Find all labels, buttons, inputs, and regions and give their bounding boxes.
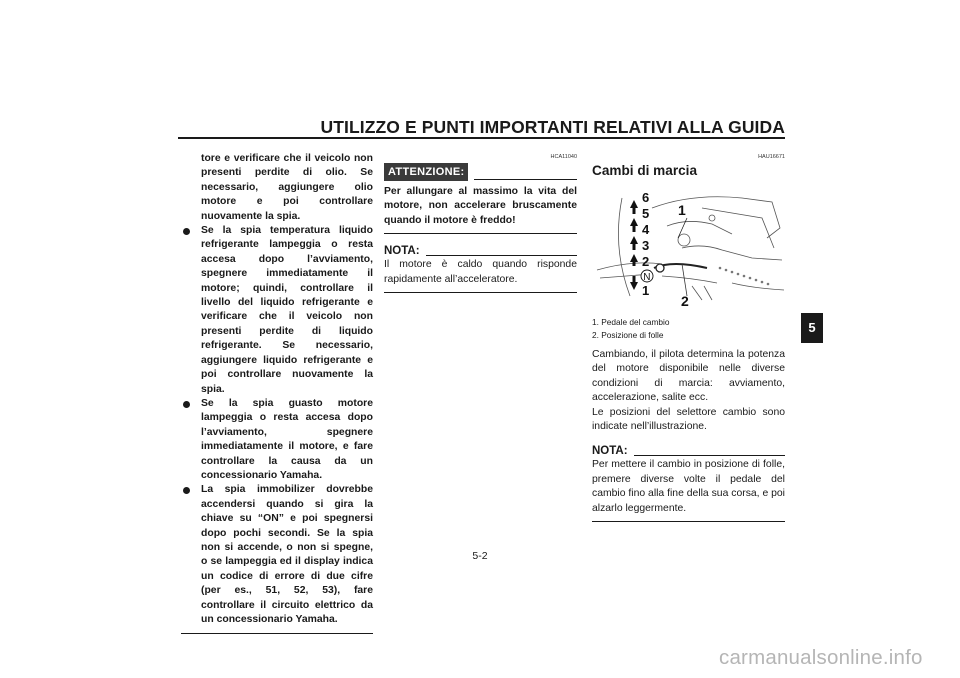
- figure-captions: [592, 316, 785, 341]
- attention-end-rule: [384, 233, 577, 234]
- section-title: Cambi di marcia: [592, 163, 698, 178]
- caption-item: 2. Posizione di folle: [592, 329, 664, 340]
- body-paragraph: Cambiando, il pilota determina la potenza del motore disponibile nelle diverse condizioni di marcia: avviamento, accelerazione, salite ecc.: [592, 349, 785, 404]
- header-rule: [178, 137, 785, 139]
- gear-label: 2: [642, 254, 650, 269]
- column-2: [384, 153, 577, 293]
- section-end-rule: [181, 633, 373, 634]
- bullet-text: Se la spia guasto motore lampeggia o resta accesa dopo l’avviamento, spegnere immediatamente il motore, e fare controllare la causa da un concessionario Yamaha.: [201, 397, 373, 481]
- warning-bullet-list: [181, 224, 373, 627]
- bullet-item: [181, 483, 373, 627]
- attention-badge: ATTENZIONE:: [384, 163, 468, 181]
- body-paragraph: Le posizioni del selettore cambio sono indicate nell’illustrazione.: [592, 406, 785, 433]
- bullet-icon: [183, 401, 190, 408]
- attention-text: Per allungare al massimo la vita del motore, non accelerare bruscamente quando il motore è freddo!: [384, 186, 577, 226]
- note-header: [384, 244, 577, 258]
- gear-label: 4: [642, 222, 650, 237]
- attention-rule: [474, 179, 577, 180]
- bullet-icon: [183, 228, 190, 235]
- bullet-item: [181, 397, 373, 483]
- watermark-logo[interactable]: carmanualsonline.info: [719, 646, 923, 669]
- gear-label: N: [643, 272, 651, 283]
- continuation-paragraph: tore e verificare che il veicolo non presenti perdite di olio. Se necessario, aggiungere olio motore e poi controllare nuovamente la spia.: [201, 153, 373, 222]
- gear-label: 5: [642, 206, 650, 221]
- note-rule: [634, 455, 785, 456]
- bullet-text: La spia immobilizer dovrebbe accendersi quando si gira la chiave su “ON” e poi spegnersi dopo pochi secondi. Se la spia non si accende, o non si spegne, o se lampeggia ed il display indica un codice di errore di due cifre (per es., 51, 52, 53), fare controllare il circuito elettrico da un concessionario Yamaha.: [201, 484, 373, 625]
- gear-label: 6: [642, 190, 650, 205]
- caption-item: 1. Pedale del cambio: [592, 317, 670, 327]
- gear-label: 1: [642, 283, 650, 298]
- callout-number: 1: [678, 202, 686, 218]
- gear-shift-figure: [592, 188, 785, 308]
- note-rule: [426, 255, 577, 256]
- gear-pedal-illustration: [592, 188, 785, 308]
- note-end-rule: [592, 521, 785, 522]
- callout-number: 2: [681, 293, 689, 308]
- note-label: NOTA:: [384, 245, 420, 258]
- note-text: Il motore è caldo quando risponde rapidamente all’acceleratore.: [384, 259, 577, 285]
- attention-header: [384, 163, 577, 181]
- page-number: 5-2: [472, 550, 488, 562]
- bullet-item: [181, 224, 373, 397]
- note-header: [592, 444, 785, 458]
- reference-code: HAU16671: [758, 154, 785, 160]
- bullet-text: Se la spia temperatura liquido refrigerante lampeggia o resta accesa dopo l’avviamento, spegnere immediatamente il motore; quindi, controllare il livello del liquido refrigerante e verificare che il veicolo non presenti perdite di liquido refrigerante. Se necessario, aggiungere liquido refrigerante e poi controllare nuovamente la spia.: [201, 225, 373, 395]
- gear-label: 3: [642, 238, 650, 253]
- column-3: [592, 153, 785, 522]
- column-1: [181, 152, 373, 634]
- bullet-icon: [183, 487, 190, 494]
- reference-code: HCA11040: [550, 154, 577, 160]
- note-label: NOTA:: [592, 445, 628, 458]
- note-text: Per mettere il cambio in posizione di folle, premere diverse volte il pedale del cambio fino alla fine della sua corsa, e poi alzarlo leggermente.: [592, 459, 785, 514]
- note-end-rule: [384, 292, 577, 293]
- chapter-tab: 5: [801, 313, 823, 343]
- chapter-title: UTILIZZO E PUNTI IMPORTANTI RELATIVI ALLA GUIDA: [320, 117, 785, 137]
